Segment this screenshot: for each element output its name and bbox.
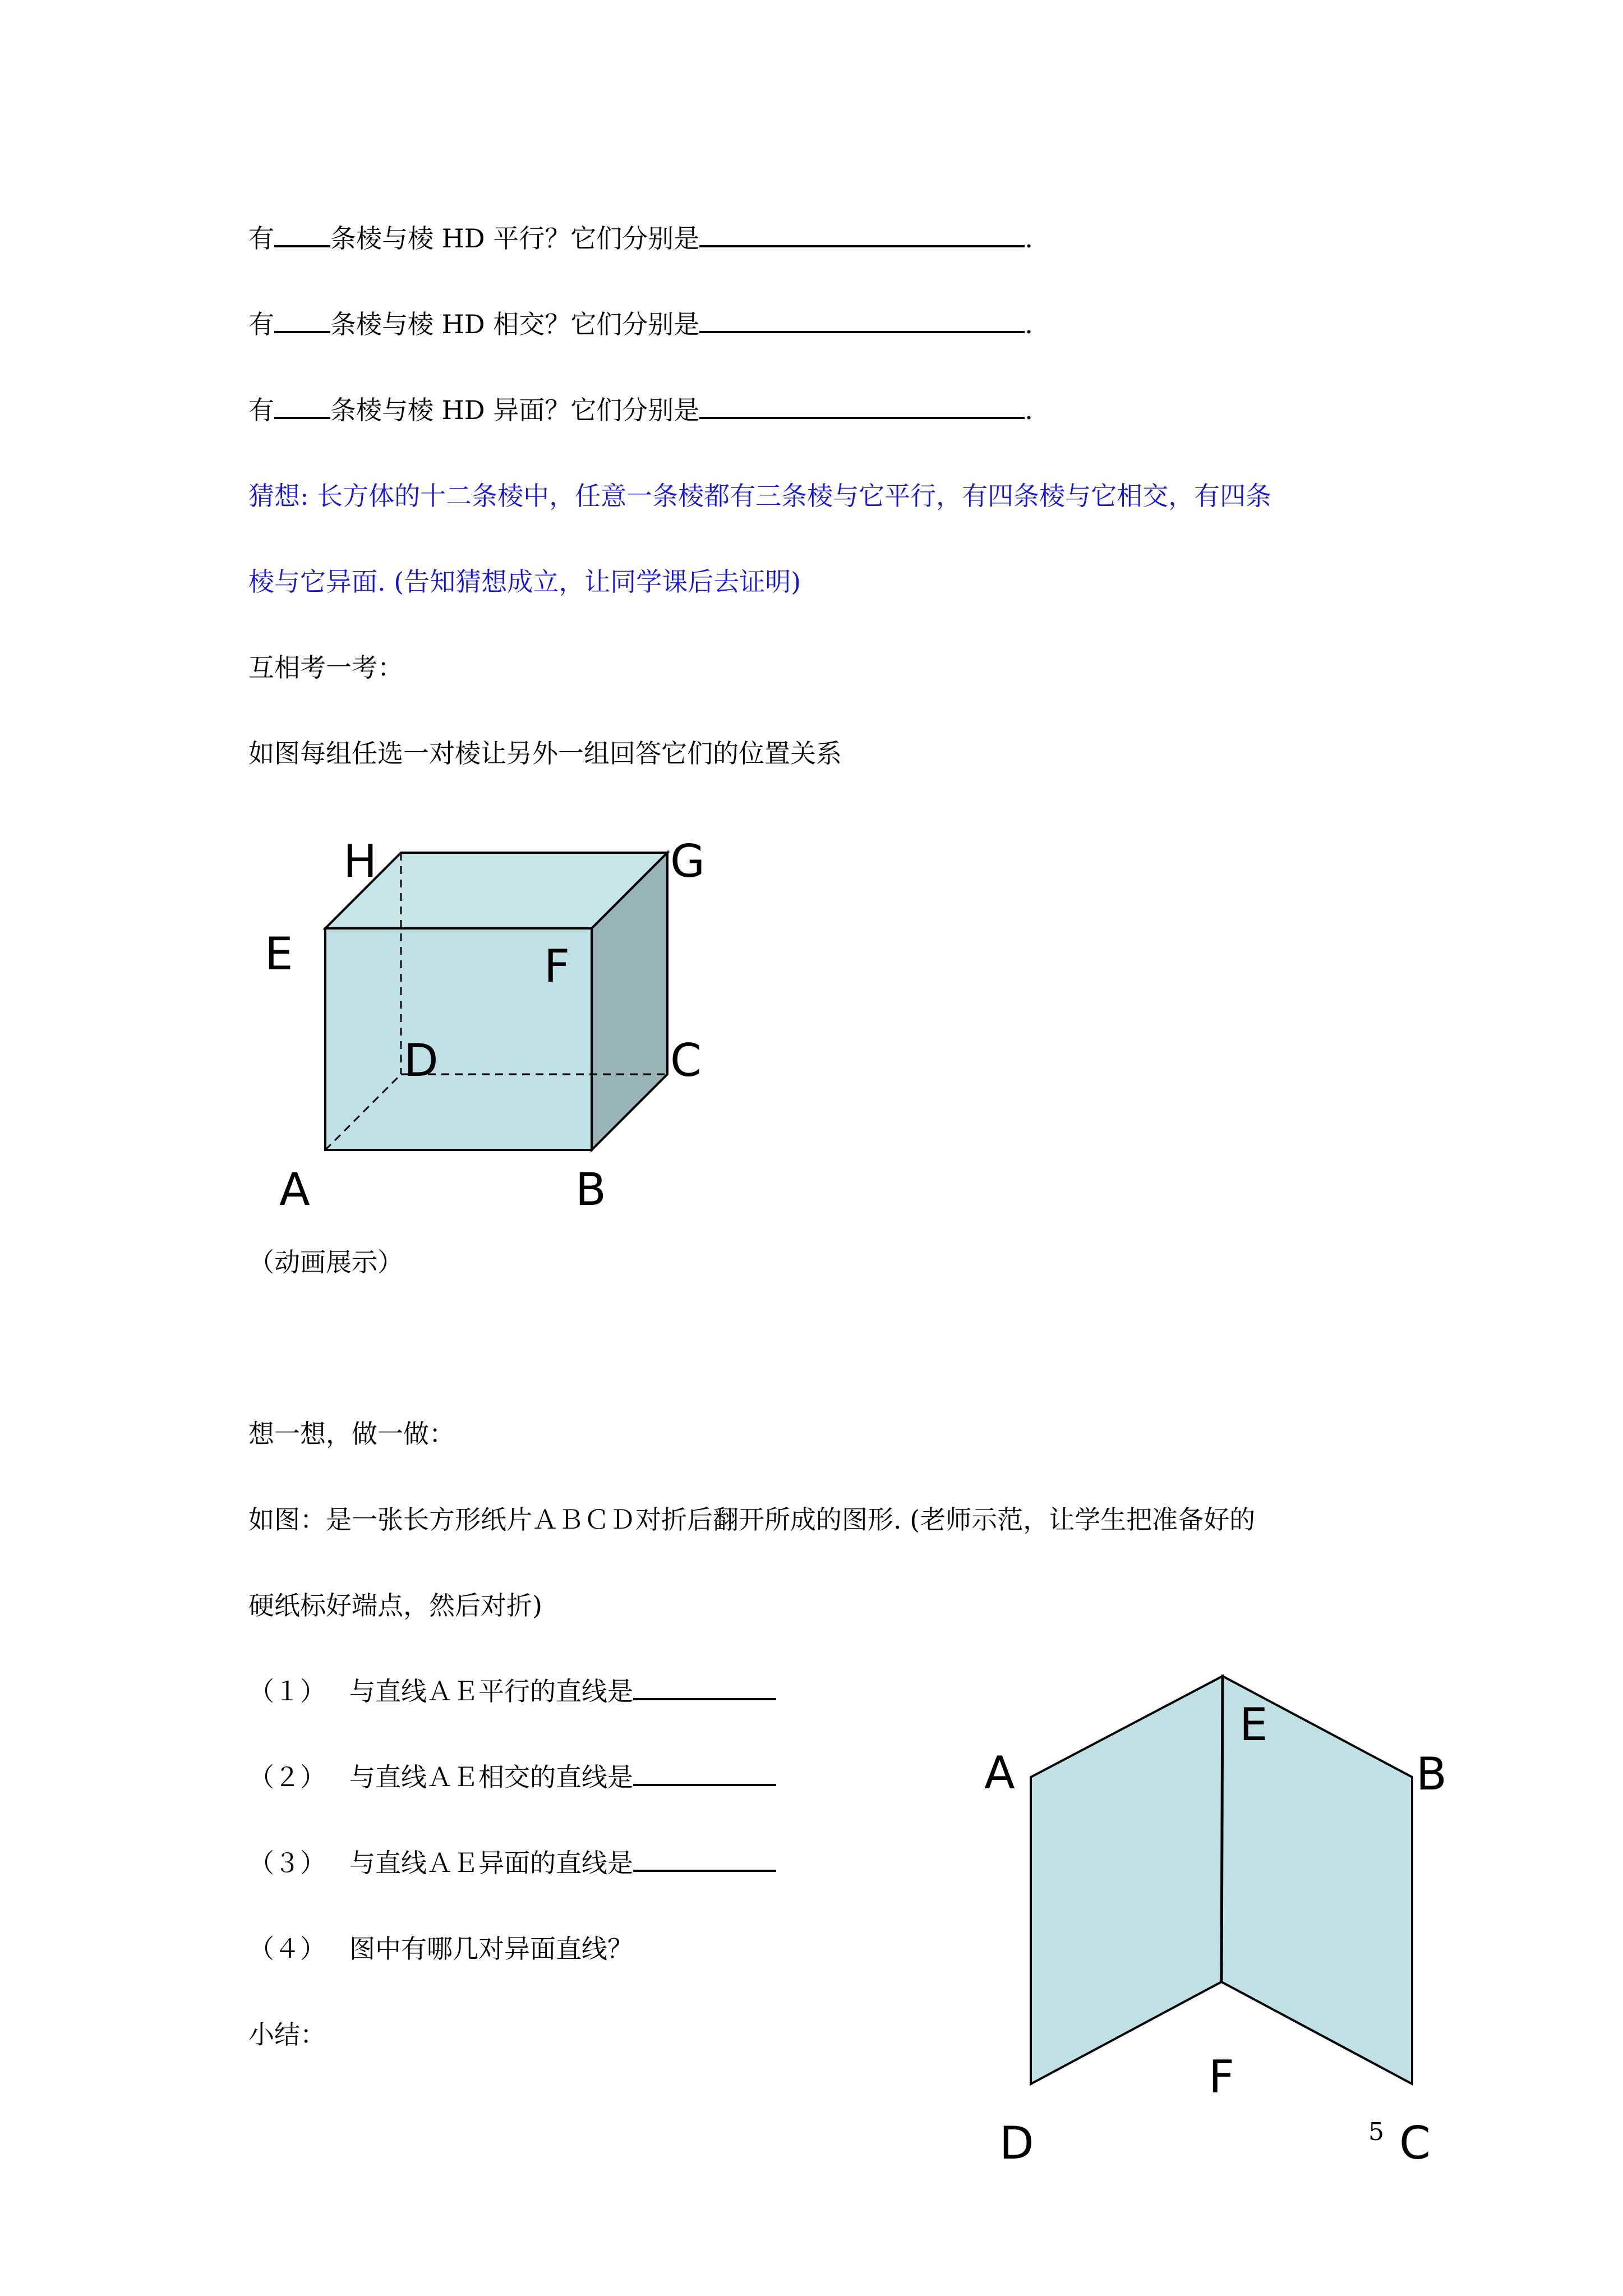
cube-label-g: G bbox=[670, 835, 705, 887]
cube-label-d: D bbox=[404, 1034, 439, 1087]
conjecture-line-1: 猜想: 长方体的十二条棱中，任意一条棱都有三条棱与它平行，有四条棱与它相交，有四条 bbox=[248, 481, 1272, 511]
animation-note: （动画展示） bbox=[248, 1247, 403, 1277]
question-1: （１） 与直线ＡＥ平行的直线是 bbox=[248, 1674, 776, 1708]
fold-label-d: D bbox=[999, 2117, 1034, 2169]
think-description-2: 硬纸标好端点，然后对折) bbox=[248, 1590, 542, 1621]
cube-label-f: F bbox=[544, 940, 570, 992]
paper-left-panel bbox=[1031, 1676, 1223, 2084]
fold-label-f: F bbox=[1209, 2051, 1235, 2103]
question-3: （３） 与直线ＡＥ异面的直线是 bbox=[248, 1846, 776, 1880]
cube-label-h: H bbox=[343, 835, 377, 887]
cube-label-c: C bbox=[670, 1034, 702, 1087]
fold-line-ef bbox=[1221, 1676, 1223, 1982]
hd-skew-question: 有 条棱与棱 HD 异面？它们分别是 . bbox=[248, 393, 1033, 427]
think-title: 想一想，做一做： bbox=[248, 1419, 455, 1449]
mutual-quiz-title: 互相考一考： bbox=[248, 652, 403, 683]
fold-label-a: A bbox=[984, 1747, 1015, 1799]
think-description-1: 如图：是一张长方形纸片ＡＢＣＤ对折后翻开所成的图形. (老师示范，让学生把准备好的 bbox=[248, 1504, 1256, 1535]
fold-label-e: E bbox=[1239, 1699, 1268, 1751]
summary-label: 小结： bbox=[248, 2019, 326, 2050]
hd-parallel-question: 有 条棱与棱 HD 平行？它们分别是 . bbox=[248, 222, 1033, 255]
question-4: （４） 图中有哪几对异面直线？ bbox=[248, 1934, 633, 1964]
page-number: 5 bbox=[1368, 2118, 1384, 2146]
fold-label-c: C bbox=[1399, 2117, 1431, 2169]
conjecture-line-2: 棱与它异面. (告知猜想成立，让同学课后去证明) bbox=[248, 567, 801, 597]
cube-label-e: E bbox=[265, 928, 293, 980]
question-2: （２） 与直线ＡＥ相交的直线是 bbox=[248, 1760, 776, 1794]
folded-paper-figure bbox=[0, 1627, 1623, 2296]
mutual-quiz-description: 如图每组任选一对棱让另外一组回答它们的位置关系 bbox=[248, 738, 842, 769]
hd-intersect-question: 有 条棱与棱 HD 相交？它们分别是 . bbox=[248, 307, 1033, 341]
cube-label-b: B bbox=[575, 1163, 606, 1216]
fold-label-b: B bbox=[1416, 1748, 1447, 1800]
cube-label-a: A bbox=[279, 1163, 310, 1216]
